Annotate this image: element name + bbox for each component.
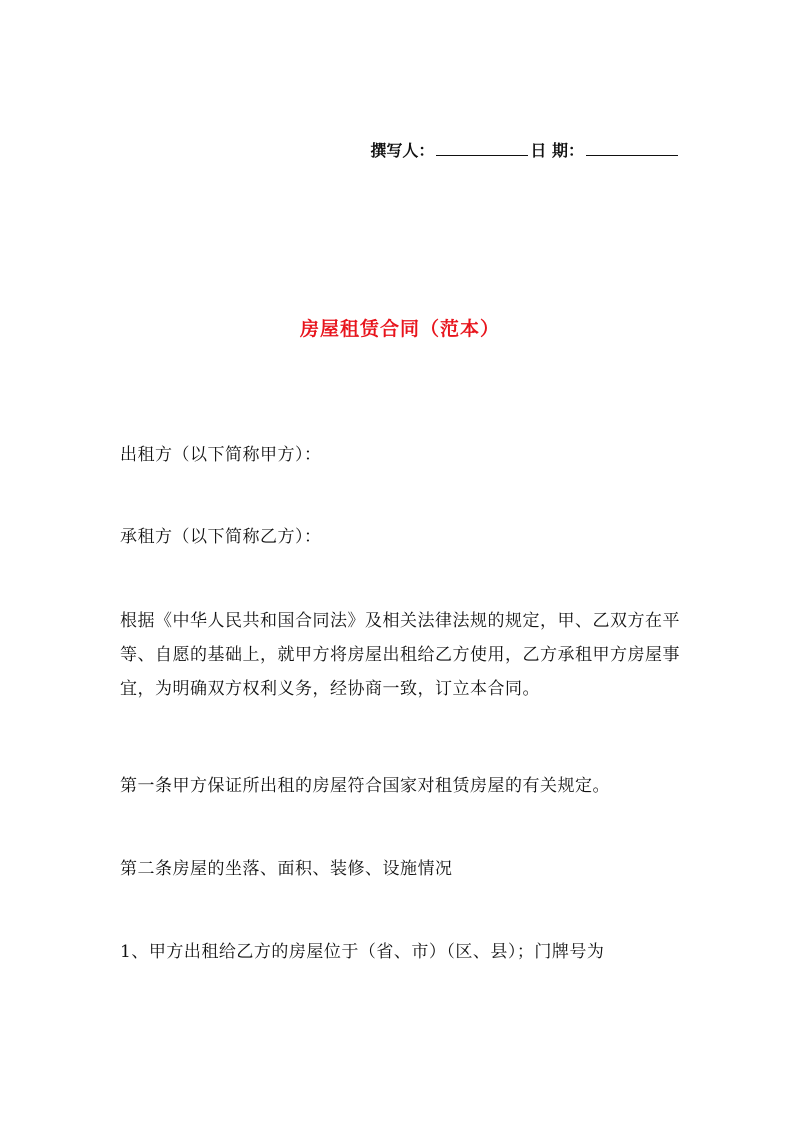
paragraph-article-1: 第一条甲方保证所出租的房屋符合国家对租赁房屋的有关规定。: [120, 776, 610, 796]
paragraph-preamble: 根据《中华人民共和国合同法》及相关法律法规的规定，甲、乙双方在平等、自愿的基础上，就甲方将房屋出租给乙方使用，乙方承租甲方房屋事宜，为明确双方权利义务，经协商一致，订立本合同。: [120, 611, 680, 699]
author-date-header: [370, 140, 680, 162]
date-blank: [586, 141, 678, 156]
author-blank: [436, 141, 528, 156]
document-title: 房屋租赁合同（范本）: [299, 318, 500, 340]
date-label: 日 期：: [530, 141, 584, 160]
author-label: 撰写人：: [370, 141, 435, 160]
paragraph-article-2: 第二条房屋的坐落、面积、装修、设施情况: [120, 859, 453, 879]
paragraph-lessor: 出租方（以下简称甲方）：: [120, 445, 322, 465]
paragraph-lessee: 承租方（以下简称乙方）：: [120, 527, 322, 547]
paragraph-item-1: 1、甲方出租给乙方的房屋位于（省、市）（区、县）；门牌号为: [120, 942, 605, 962]
